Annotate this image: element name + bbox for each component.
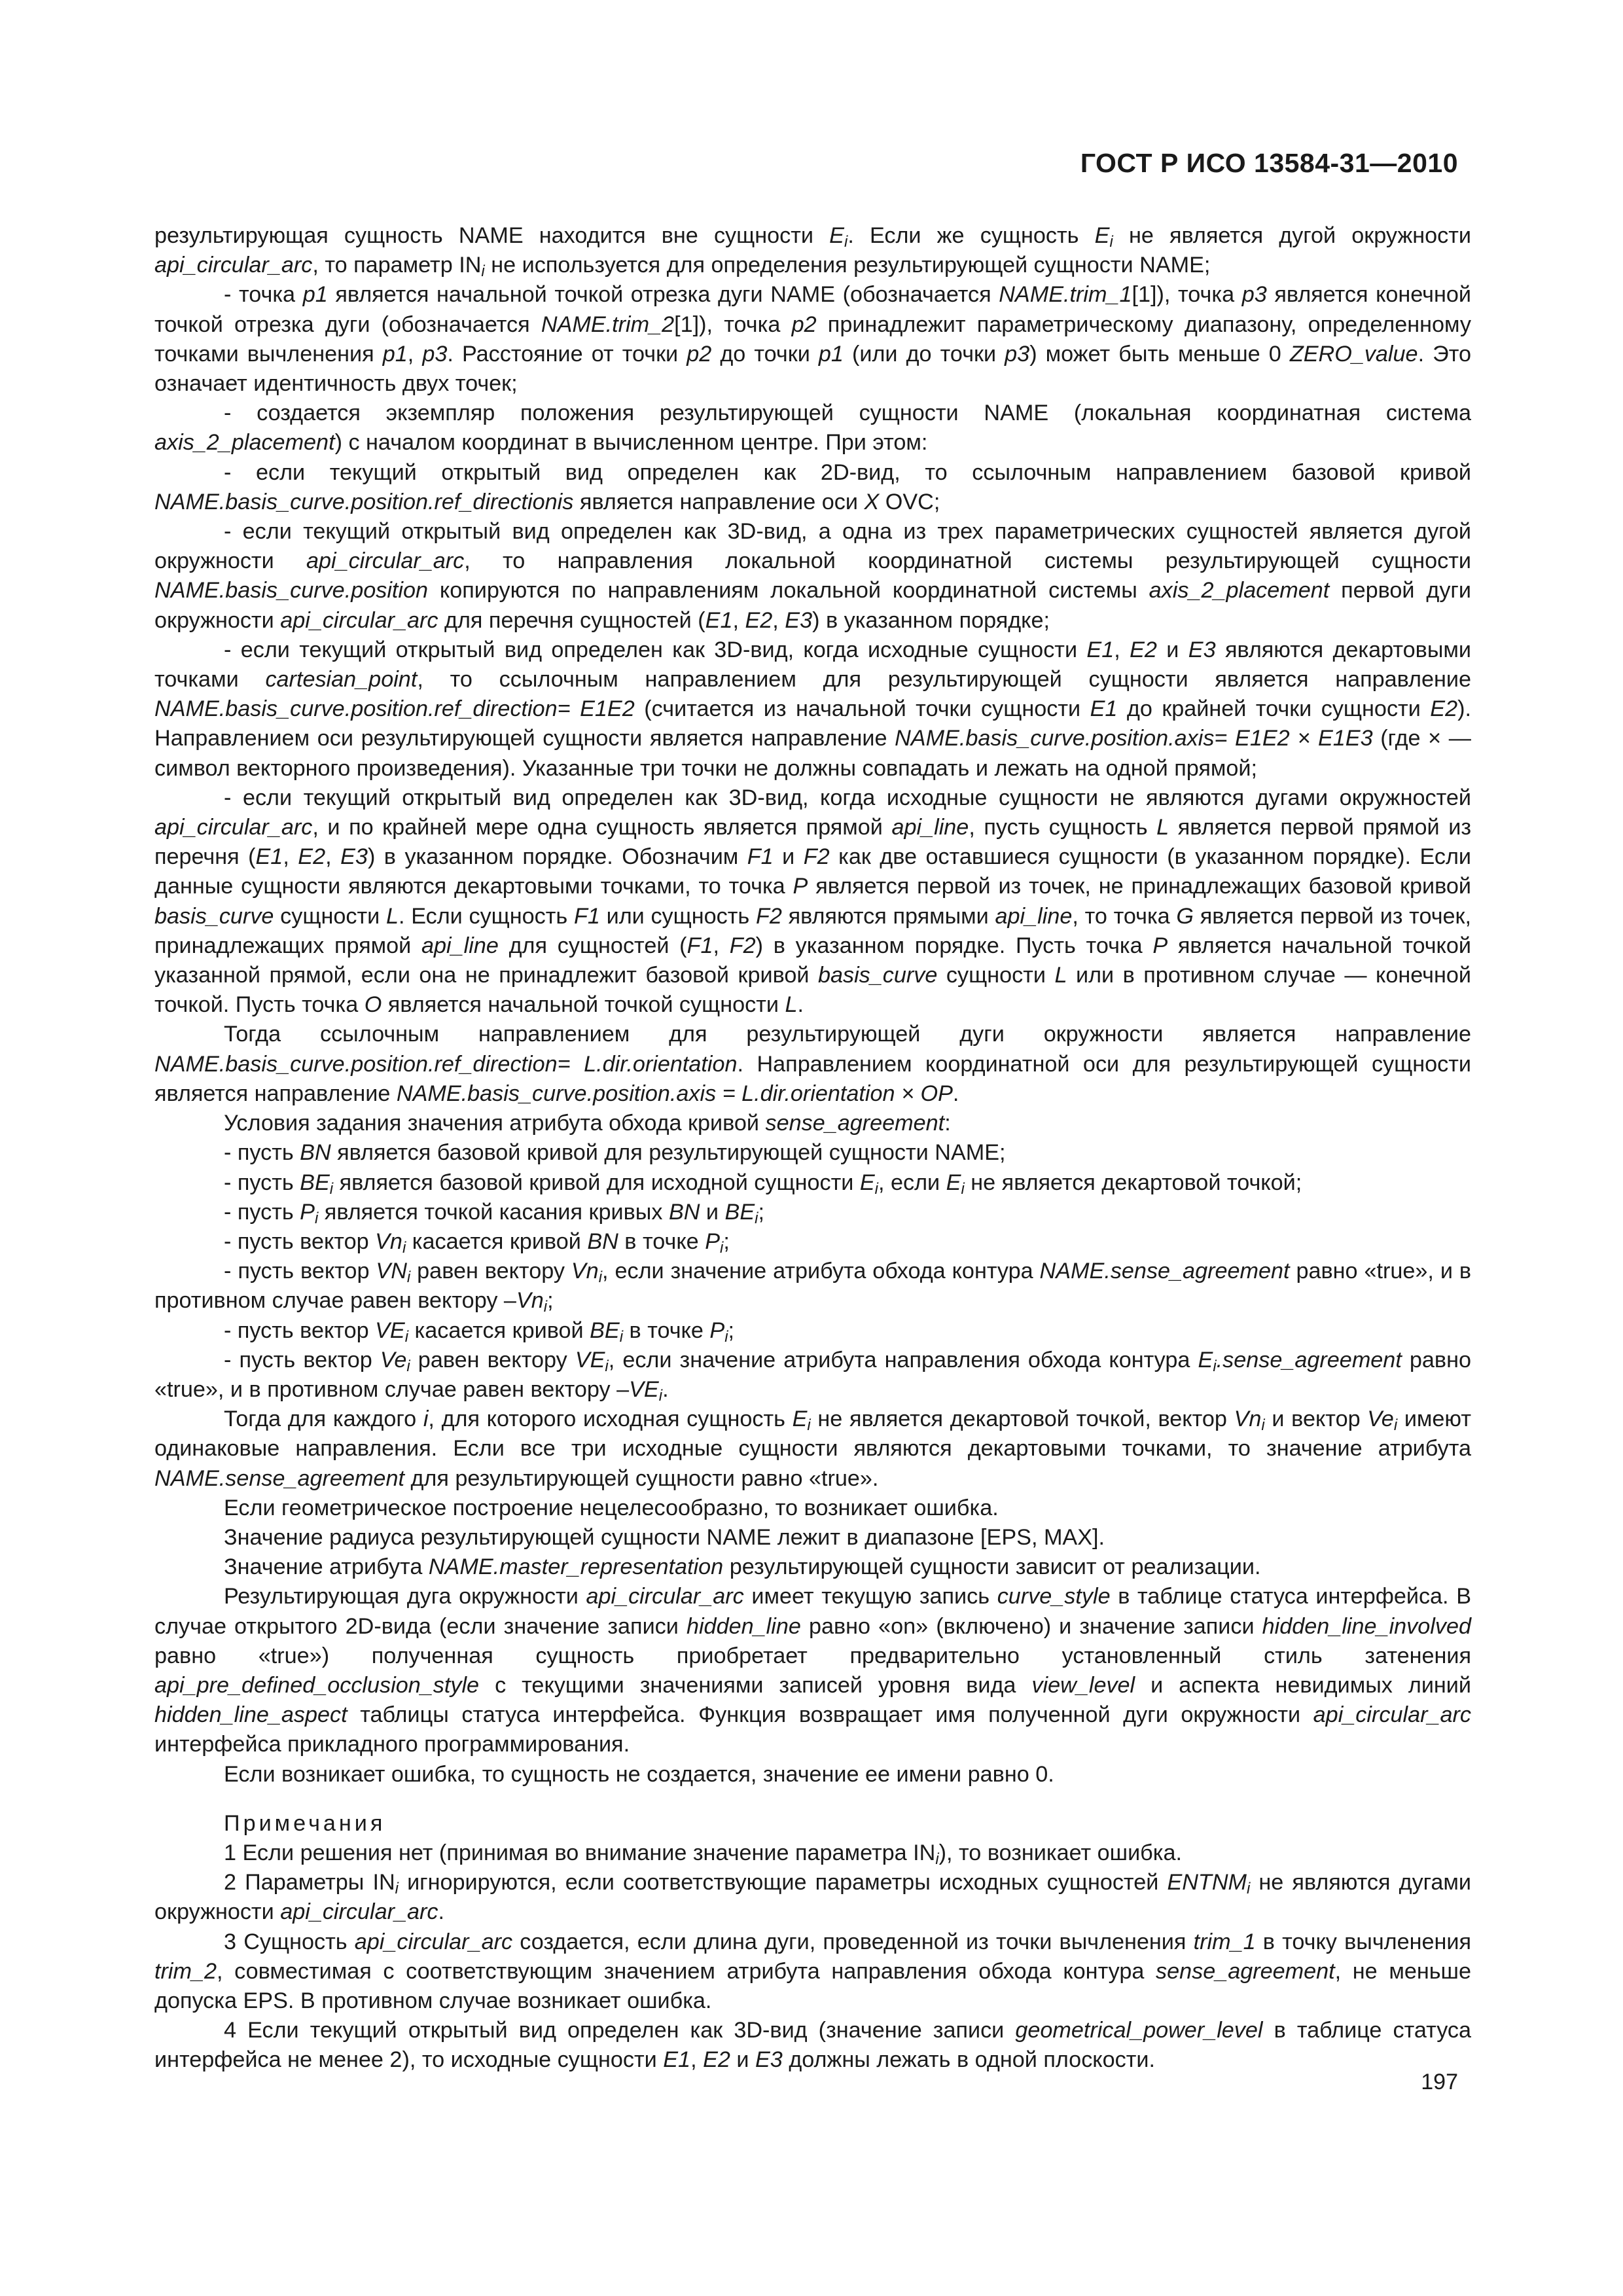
paragraph: - пусть вектор $Ve_i$ равен вектору $VE_i$, если значение атрибута направления обхода контура $E_i.sense\_agreement$ равно «true», и в противном случае равен вектору $-VE_i$. xyxy=(154,1347,1471,1405)
paragraph: 2 Параметры $IN_i$ игнорируются, если соответствующие параметры исходных сущностей $ENTNM_i$ не являются дугами окружности api_circular_arc. xyxy=(154,1870,1472,1925)
paragraph: Если геометрическое построение нецелесообразно, то возникает ошибка. xyxy=(224,1495,999,1520)
page-number: 197 xyxy=(1421,2070,1458,2094)
paragraph: - пусть $BE_i$ является базовой кривой для исходной сущности $E_i$, если $E_i$ не является декартовой точкой; xyxy=(224,1170,1302,1198)
paragraph: - пусть $P_i$ является точкой касания кривых BN и $BE_i$; xyxy=(224,1199,764,1227)
paragraph: Тогда для каждого i, для которого исходная сущность $E_i$ не является декартовой точкой, вектор $Vn_i$ и вектор $Ve_i$ имеют одинаковые направления. Если все три исходные сущности являются декартовыми точками, то значение атрибута NAME.sense_agreement для результирующей сущности равно «true». xyxy=(154,1407,1471,1491)
paragraph: Тогда ссылочным направлением для результирующей дуги окружности является направление NAME.basis_curve.position.ref_direction= L.dir.orientation. Направлением координатной оси для результирующей сущности является направление NAME.basis_curve.position.axis = L.dir.orientation × OP. xyxy=(154,1022,1472,1106)
body-text xyxy=(154,221,1471,2075)
paragraph: - если текущий открытый вид определен как 3D-вид, когда исходные сущности не являются дугами окружностей api_circular_arc, и по крайней мере одна сущность является прямой api_line, пусть сущность L является первой прямой из перечня (E1, E2, E3) в указанном порядке. Обозначим F1 и F2 как две оставшиеся сущности (в указанном порядке). Если данные сущности являются декартовыми точками, то точка P является первой из точек, не принадлежащих базовой кривой basis_curve сущности L. Если сущность F1 или сущность F2 являются прямыми api_line, то точка G является первой из точек, принадлежащих прямой api_line для сущностей (F1, F2) в указанном порядке. Пусть точка P является начальной точкой указанной прямой, если она не принадлежит базовой кривой basis_curve сущности L или в противном случае — конечной точкой. Пусть точка O является начальной точкой сущности L. xyxy=(154,785,1472,1018)
paragraph: 3 Сущность api_circular_arc создается, если длина дуги, проведенной из точки вычленения trim_1 в точку вычленения trim_2, совместимая с соответствующим значением атрибута направления обхода контура sense_agreement, не меньше допуска EPS. В противном случае возникает ошибка. xyxy=(154,1929,1471,2013)
paragraph: - пусть BN является базовой кривой для результирующей сущности NAME; xyxy=(224,1140,1006,1166)
paragraph: 1 Если решения нет (принимая во внимание значение параметра $IN_i$), то возникает ошибка. xyxy=(224,1840,1182,1868)
paragraph: - если текущий открытый вид определен как 3D-вид, а одна из трех параметрических сущностей является дугой окружности api_circular_arc, то направления локальной координатной системы результирующей сущности NAME.basis_curve.position копируются по направлениям локальной координатной системы axis_2_placement первой дуги окружности api_circular_arc для перечня сущностей (E1, E2, E3) в указанном порядке; xyxy=(154,519,1471,633)
paragraph: - пусть вектор $Vn_i$ касается кривой BN в точке $P_i$; xyxy=(224,1229,730,1257)
paragraph: Если возникает ошибка, то сущность не создается, значение ее имени равно 0. xyxy=(224,1761,1054,1787)
paragraph: 4 Если текущий открытый вид определен как 3D-вид (значение записи geometrical_power_level в таблице статуса интерфейса не менее 2), то исходные сущности E1, E2 и E3 должны лежать в одной плоскости. xyxy=(154,2018,1472,2073)
paragraph: результирующая сущность NAME находится вне сущности $E_i$. Если же сущность $E_i$ не является дугой окружности api_circular_arc, то параметр $IN_i$ не используется для определения результирующей сущности NAME; xyxy=(154,223,1471,281)
paragraph: - пусть вектор $VE_i$ касается кривой $BE_i$ в точке $P_i$; xyxy=(224,1318,735,1346)
paragraph: Значение атрибута NAME.master_representation результирующей сущности зависит от реализации. xyxy=(224,1554,1261,1580)
paragraph: Результирующая дуга окружности api_circular_arc имеет текущую запись curve_style в таблице статуса интерфейса. В случае открытого 2D-вида (если значение записи hidden_line равно «on» (включено) и значение записи hidden_line_involved равно «true») полученная сущность приобретает предварительно установленный стиль затенения api_pre_defined_occlusion_style с текущими значениями записей уровня вида view_level и аспекта невидимых линий hidden_line_aspect таблицы статуса интерфейса. Функция возвращает имя полученной дуги окружности api_circular_arc интерфейса прикладного программирования. xyxy=(154,1584,1471,1757)
paragraph: - точка p1 является начальной точкой отрезка дуги NAME (обозначается NAME.trim_1[1]), точка p3 является конечной точкой отрезка дуги (обозначается NAME.trim_2[1]), точка p2 принадлежит параметрическому диапазону, определенному точками вычленения p1, p3. Расстояние от точки p2 до точки p1 (или до точки p3) может быть меньше 0 ZERO_value. Это означает идентичность двух точек; xyxy=(154,282,1472,397)
notes-heading: Примечания xyxy=(224,1810,386,1836)
standard-header: ГОСТ Р ИСО 13584-31—2010 xyxy=(1080,148,1458,178)
paragraph: - создается экземпляр положения результирующей сущности NAME (локальная координатная система axis_2_placement) с началом координат в вычисленном центре. При этом: xyxy=(154,401,1471,456)
paragraph: - если текущий открытый вид определен как 2D-вид, то ссылочным направлением базовой кривой NAME.basis_curve.position.ref_directionis является направление оси X OVC; xyxy=(154,459,1471,514)
paragraph: - если текущий открытый вид определен как 3D-вид, когда исходные сущности E1, E2 и E3 являются декартовыми точками cartesian_point, то ссылочным направлением для результирующей сущности является направление NAME.basis_curve.position.ref_direction= E1E2 (считается из начальной точки сущности E1 до крайней точки сущности E2). Направлением оси результирующей сущности является направление NAME.basis_curve.position.axis= E1E2 × E1E3 (где × — символ векторного произведения). Указанные три точки не должны совпадать и лежать на одной прямой; xyxy=(154,637,1472,781)
paragraph: Условия задания значения атрибута обхода кривой sense_agreement: xyxy=(224,1111,951,1136)
paragraph: - пусть вектор $VN_i$ равен вектору $Vn_i$, если значение атрибута обхода контура NAME.sense_agreement равно «true», и в противном случае равен вектору $-Vn_i$; xyxy=(154,1259,1472,1316)
paragraph: Значение радиуса результирующей сущности NAME лежит в диапазоне [EPS, MAX]. xyxy=(224,1524,1105,1550)
